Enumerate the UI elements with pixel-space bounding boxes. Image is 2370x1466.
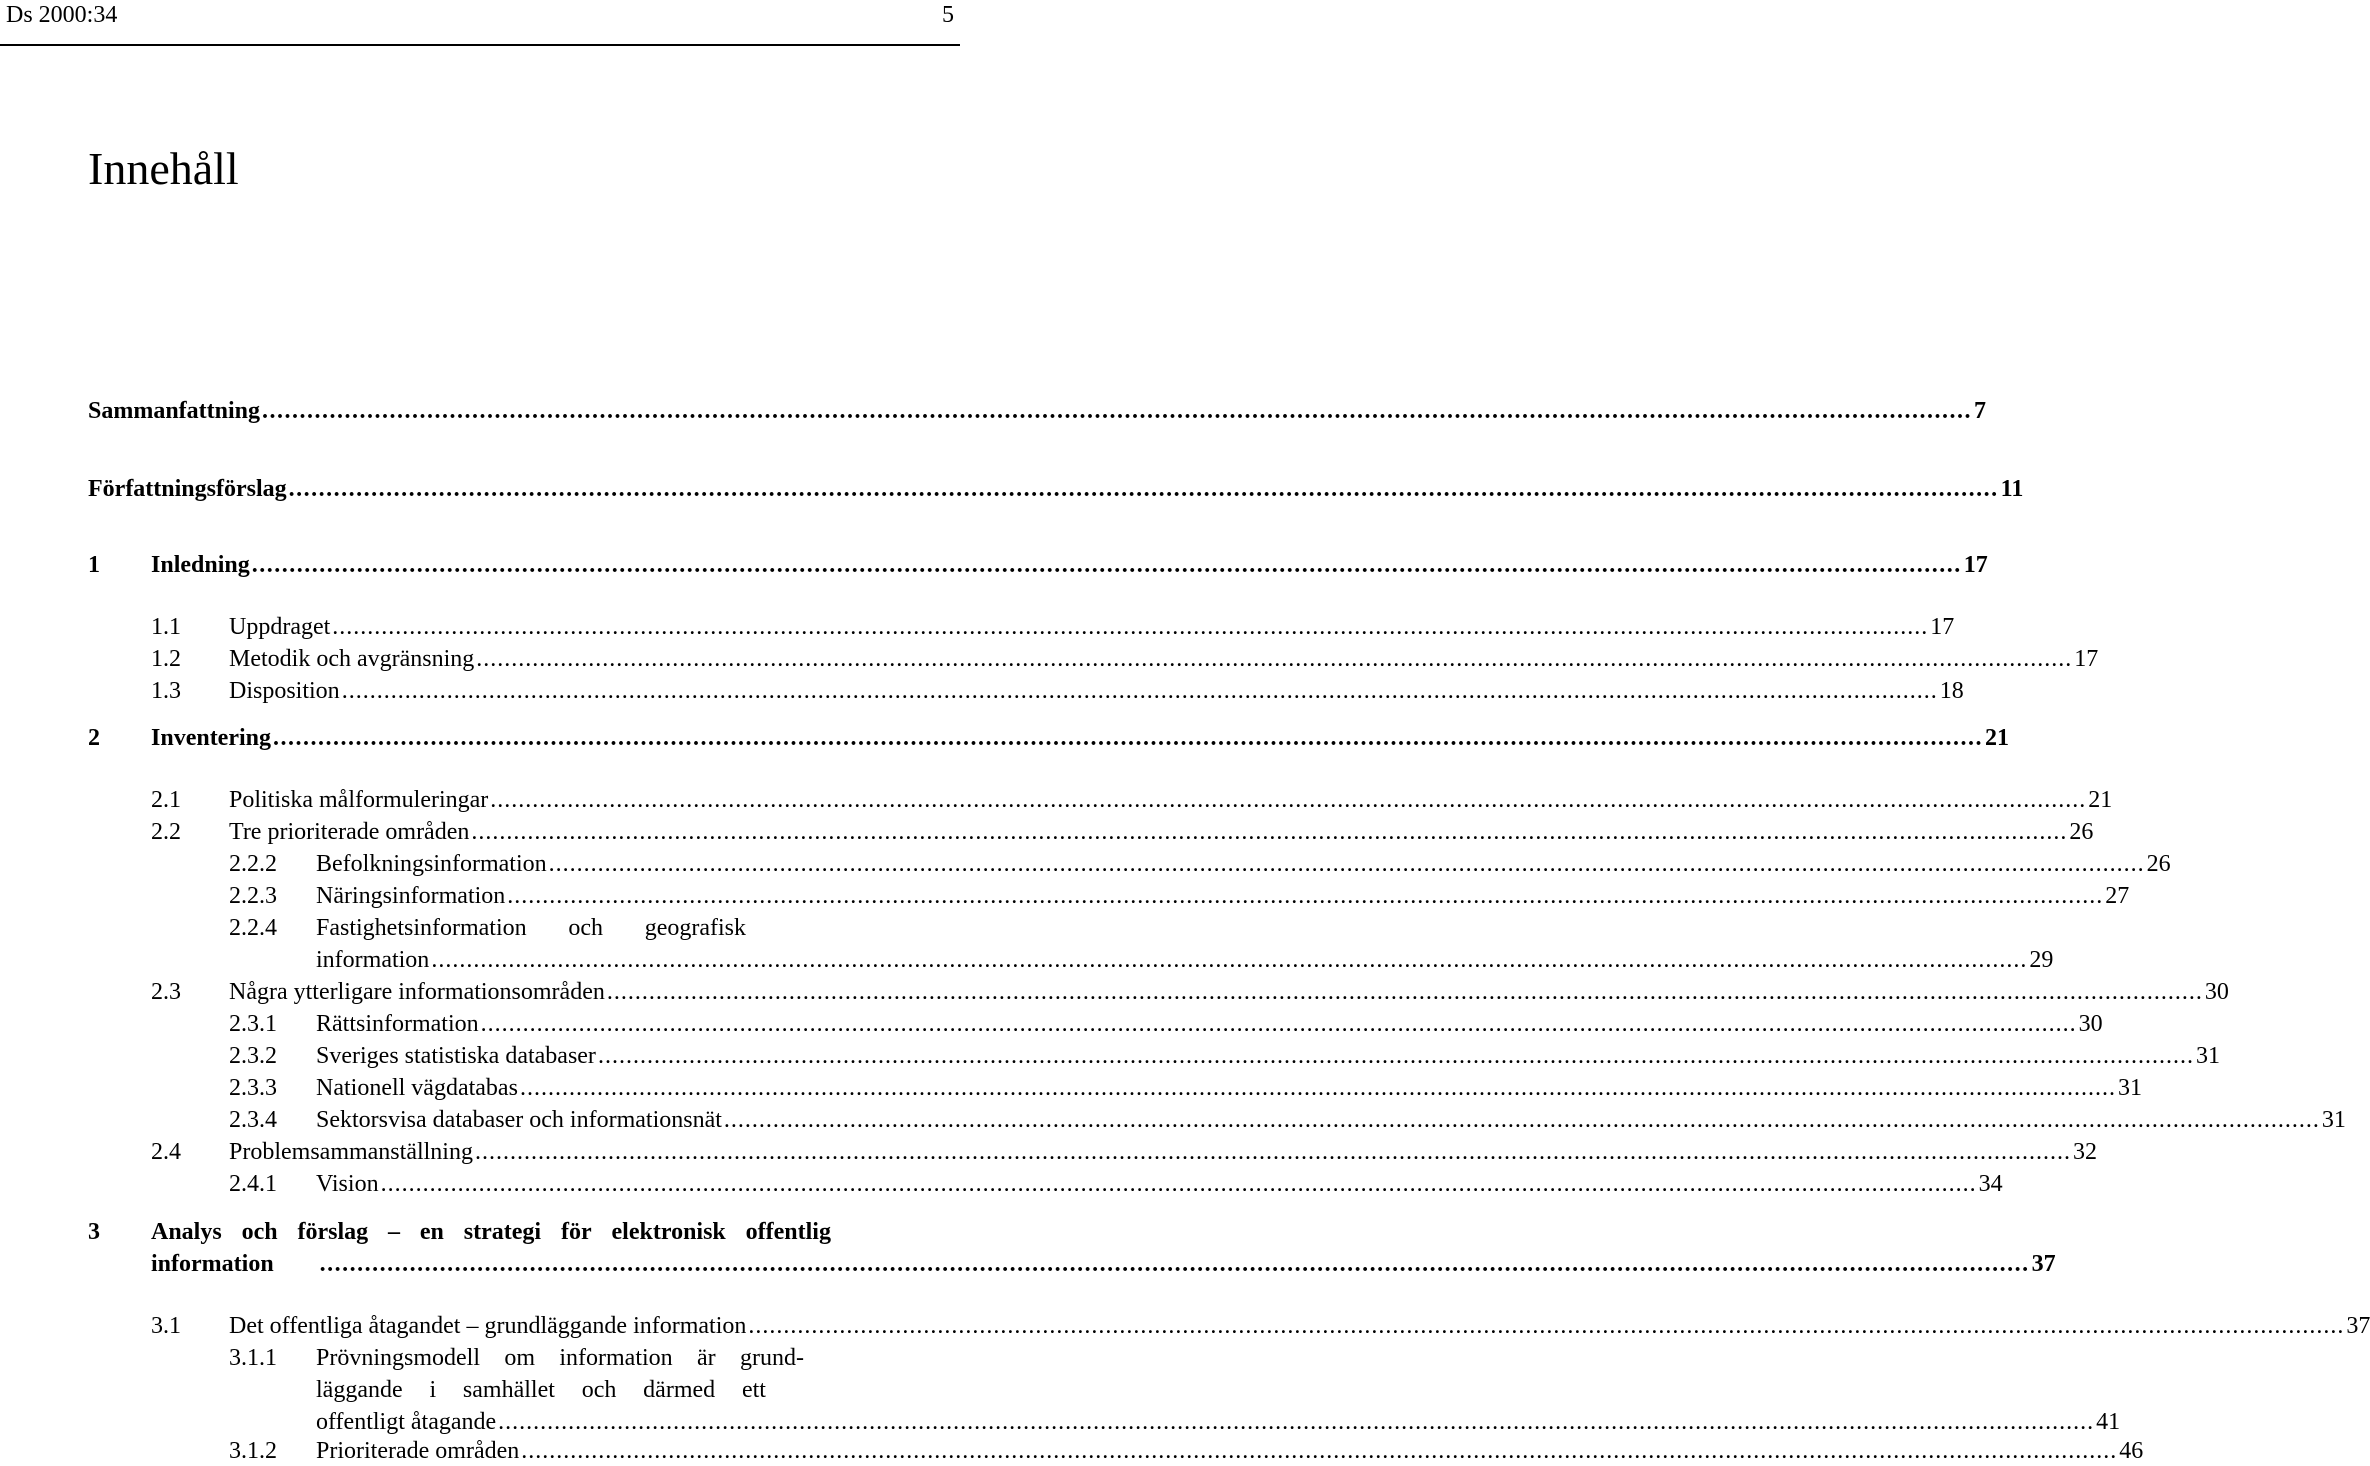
toc-entry-page: 32 bbox=[2072, 1139, 2097, 1165]
toc-entry-title: Det offentliga åtagandet – grundläggande information bbox=[229, 1313, 747, 1339]
toc-entry-title: Politiska målformuleringar bbox=[229, 787, 489, 813]
toc-leader-dots: .................................................................................................................................................................................................................................... bbox=[490, 787, 2087, 813]
toc-entry-page: 37 bbox=[2346, 1313, 2370, 1339]
toc-entry-page: 21 bbox=[2088, 787, 2113, 813]
toc-entry-title: Tre prioriterade områden bbox=[229, 819, 470, 845]
toc-entry-number: 3.1.1 bbox=[229, 1345, 277, 1371]
toc-entry[interactable] bbox=[0, 849, 2171, 879]
toc-word: om bbox=[504, 1345, 536, 1371]
toc-word: grund- bbox=[739, 1345, 804, 1371]
toc-entry-page: 26 bbox=[2069, 819, 2094, 845]
toc-word: samhället bbox=[462, 1377, 555, 1403]
toc-entry-page: 30 bbox=[2078, 1011, 2103, 1037]
toc-entry-title: Sammanfattning bbox=[88, 398, 261, 424]
toc-entry-title: information bbox=[151, 1251, 274, 1277]
toc-entry-title: Sveriges statistiska databaser bbox=[316, 1043, 596, 1069]
toc-entry-number: 2.2.4 bbox=[229, 915, 277, 941]
toc-entry[interactable] bbox=[0, 1436, 2144, 1466]
toc-entry[interactable] bbox=[0, 723, 2009, 753]
toc-entry[interactable] bbox=[0, 474, 2024, 504]
document-id: Ds 2000:34 bbox=[6, 2, 118, 28]
toc-entry[interactable] bbox=[0, 1009, 2103, 1039]
toc-entry-number: 1 bbox=[88, 552, 100, 578]
toc-entry-number: 2.3 bbox=[151, 979, 181, 1005]
toc-entry-number: 2.2.3 bbox=[229, 883, 277, 909]
toc-entry-title: Författningsförslag bbox=[88, 476, 287, 502]
toc-entry-page: 17 bbox=[1963, 552, 1988, 578]
toc-entry-page: 31 bbox=[2117, 1075, 2142, 1101]
toc-word: ett bbox=[741, 1377, 766, 1403]
toc-entry-page: 29 bbox=[2029, 947, 2054, 973]
toc-leader-dots: .................................................................................................................................................................................................................................... bbox=[597, 1043, 2194, 1069]
toc-entry-title: Uppdraget bbox=[229, 614, 331, 640]
toc-entry[interactable] bbox=[0, 612, 1955, 642]
toc-entry[interactable] bbox=[0, 644, 2099, 674]
toc-leader-dots: .................................................................................................................................................................................................................................... bbox=[380, 1171, 1977, 1197]
toc-entry-page: 11 bbox=[2000, 476, 2024, 502]
toc-entry-title: information bbox=[316, 947, 430, 973]
toc-leader-dots: .................................................................................................................................................................................................................................... bbox=[606, 979, 2203, 1005]
toc-leader-dots: .................................................................................................................................................................................................................................... bbox=[319, 1251, 2030, 1277]
toc-entry-title: Några ytterligare informationsområden bbox=[229, 979, 605, 1005]
toc-entry[interactable] bbox=[0, 1217, 960, 1247]
toc-entry-title: Inledning bbox=[151, 552, 250, 578]
toc-entry-title: Befolkningsinformation bbox=[316, 851, 547, 877]
toc-entry[interactable] bbox=[0, 913, 960, 943]
toc-leader-dots: .................................................................................................................................................................................................................................... bbox=[288, 476, 1999, 502]
toc-entry-title: Metodik och avgränsning bbox=[229, 646, 475, 672]
toc-entry-page: 30 bbox=[2204, 979, 2229, 1005]
toc-entry-page: 7 bbox=[1974, 398, 1987, 424]
toc-entry-title: Näringsinformation bbox=[316, 883, 506, 909]
toc-word: och bbox=[241, 1219, 278, 1245]
toc-entry-page: 18 bbox=[1939, 678, 1964, 704]
toc-entry-number: 1.3 bbox=[151, 678, 181, 704]
toc-word: information bbox=[559, 1345, 673, 1371]
toc-entry-title-line bbox=[151, 1217, 831, 1247]
page-title: Innehåll bbox=[88, 143, 239, 194]
toc-entry[interactable] bbox=[0, 1041, 2220, 1071]
toc-word: Prövningsmodell bbox=[316, 1345, 481, 1371]
toc-word: förslag bbox=[297, 1219, 369, 1245]
toc-word: en bbox=[419, 1219, 444, 1245]
toc-word: i bbox=[429, 1377, 437, 1403]
toc-entry-title: offentligt åtagande bbox=[316, 1409, 497, 1435]
toc-entry-number: 2.4.1 bbox=[229, 1171, 277, 1197]
toc-entry-title-line bbox=[316, 913, 746, 943]
toc-leader-dots: .................................................................................................................................................................................................................................... bbox=[341, 678, 1938, 704]
toc-entry-number: 1.2 bbox=[151, 646, 181, 672]
toc-entry[interactable] bbox=[0, 396, 1987, 426]
toc-entry[interactable] bbox=[0, 1343, 960, 1373]
toc-entry[interactable] bbox=[0, 785, 2113, 815]
toc-entry-page: 21 bbox=[1985, 725, 2009, 751]
toc-word: därmed bbox=[643, 1377, 716, 1403]
toc-entry[interactable] bbox=[0, 1105, 2346, 1135]
toc-entry-continuation[interactable] bbox=[0, 1407, 2121, 1437]
toc-entry-number: 3.1 bbox=[151, 1313, 181, 1339]
toc-entry-number: 2.3.3 bbox=[229, 1075, 277, 1101]
toc-word: – bbox=[388, 1219, 401, 1245]
toc-entry-number: 2.3.2 bbox=[229, 1043, 277, 1069]
toc-entry-title: Nationell vägdatabas bbox=[316, 1075, 518, 1101]
toc-entry[interactable] bbox=[0, 550, 1988, 580]
toc-entry[interactable] bbox=[0, 1169, 2003, 1199]
toc-entry[interactable] bbox=[0, 676, 1964, 706]
toc-entry-title-line bbox=[316, 1343, 804, 1373]
toc-entry-title: Sektorsvisa databaser och informationsnät bbox=[316, 1107, 722, 1133]
toc-leader-dots: .................................................................................................................................................................................................................................... bbox=[748, 1313, 2345, 1339]
toc-leader-dots: .................................................................................................................................................................................................................................... bbox=[521, 1438, 2118, 1464]
toc-entry-page: 26 bbox=[2146, 851, 2171, 877]
toc-word: geografisk bbox=[644, 915, 746, 941]
toc-entry-number: 1.1 bbox=[151, 614, 181, 640]
toc-leader-dots: .................................................................................................................................................................................................................................... bbox=[431, 947, 2028, 973]
toc-entry-title: Vision bbox=[316, 1171, 379, 1197]
toc-entry-page: 41 bbox=[2096, 1409, 2121, 1435]
toc-entry-page: 27 bbox=[2105, 883, 2130, 909]
toc-entry-continuation[interactable] bbox=[0, 945, 2054, 975]
toc-entry-title: Prioriterade områden bbox=[316, 1438, 520, 1464]
toc-entry-number: 3 bbox=[88, 1219, 100, 1245]
toc-leader-dots: .................................................................................................................................................................................................................................... bbox=[332, 614, 1929, 640]
toc-word: elektronisk bbox=[611, 1219, 726, 1245]
toc-entry[interactable] bbox=[0, 1073, 2142, 1103]
toc-entry-title: Rättsinformation bbox=[316, 1011, 479, 1037]
toc-word: och bbox=[568, 915, 603, 941]
toc-entry-title: Disposition bbox=[229, 678, 340, 704]
toc-leader-dots: .................................................................................................................................................................................................................................... bbox=[498, 1409, 2095, 1435]
toc-leader-dots: .................................................................................................................................................................................................................................... bbox=[548, 851, 2145, 877]
toc-word: för bbox=[560, 1219, 592, 1245]
toc-leader-dots: .................................................................................................................................................................................................................................... bbox=[474, 1139, 2071, 1165]
toc-leader-dots: .................................................................................................................................................................................................................................... bbox=[273, 725, 1983, 751]
toc-leader-dots: .................................................................................................................................................................................................................................... bbox=[519, 1075, 2116, 1101]
toc-entry[interactable] bbox=[0, 1311, 2370, 1341]
toc-entry-number: 2.4 bbox=[151, 1139, 181, 1165]
toc-entry-continuation[interactable] bbox=[0, 1249, 2056, 1279]
toc-entry-title: Problemsammanställning bbox=[229, 1139, 473, 1165]
toc-entry-number: 2.2.2 bbox=[229, 851, 277, 877]
toc-entry-page: 37 bbox=[2031, 1251, 2056, 1277]
toc-entry-title-line bbox=[316, 1375, 766, 1405]
toc-entry-continuation bbox=[0, 1375, 960, 1405]
toc-word: strategi bbox=[463, 1219, 542, 1245]
toc-word: Analys bbox=[151, 1219, 222, 1245]
toc-entry-number: 3.1.2 bbox=[229, 1438, 277, 1464]
toc-entry-number: 2.3.1 bbox=[229, 1011, 277, 1037]
toc-entry-number: 2.1 bbox=[151, 787, 181, 813]
page-number: 5 bbox=[942, 2, 954, 28]
toc-leader-dots: .................................................................................................................................................................................................................................... bbox=[262, 398, 1973, 424]
toc-leader-dots: .................................................................................................................................................................................................................................... bbox=[471, 819, 2068, 845]
toc-entry-page: 34 bbox=[1978, 1171, 2003, 1197]
toc-entry-number: 2.2 bbox=[151, 819, 181, 845]
toc-entry-page: 31 bbox=[2195, 1043, 2220, 1069]
toc-entry[interactable] bbox=[0, 881, 2130, 911]
toc-leader-dots: .................................................................................................................................................................................................................................... bbox=[723, 1107, 2320, 1133]
toc-word: läggande bbox=[316, 1377, 403, 1403]
toc-entry[interactable] bbox=[0, 1137, 2097, 1167]
toc-entry-page: 17 bbox=[2074, 646, 2099, 672]
toc-entry-number: 2.3.4 bbox=[229, 1107, 277, 1133]
toc-word: och bbox=[581, 1377, 617, 1403]
toc-entry-number: 2 bbox=[88, 725, 100, 751]
toc-entry[interactable] bbox=[0, 977, 2229, 1007]
toc-entry-title: Inventering bbox=[151, 725, 271, 751]
toc-entry[interactable] bbox=[0, 817, 2094, 847]
toc-word: är bbox=[696, 1345, 716, 1371]
toc-entry-page: 17 bbox=[1930, 614, 1955, 640]
toc-word: offentlig bbox=[745, 1219, 831, 1245]
toc-leader-dots: .................................................................................................................................................................................................................................... bbox=[476, 646, 2073, 672]
toc-leader-dots: .................................................................................................................................................................................................................................... bbox=[480, 1011, 2077, 1037]
toc-word: Fastighetsinformation bbox=[316, 915, 527, 941]
toc-entry-page: 46 bbox=[2119, 1438, 2144, 1464]
toc-leader-dots: .................................................................................................................................................................................................................................... bbox=[507, 883, 2104, 909]
toc-entry-page: 31 bbox=[2321, 1107, 2346, 1133]
toc-leader-dots: .................................................................................................................................................................................................................................... bbox=[251, 552, 1962, 578]
